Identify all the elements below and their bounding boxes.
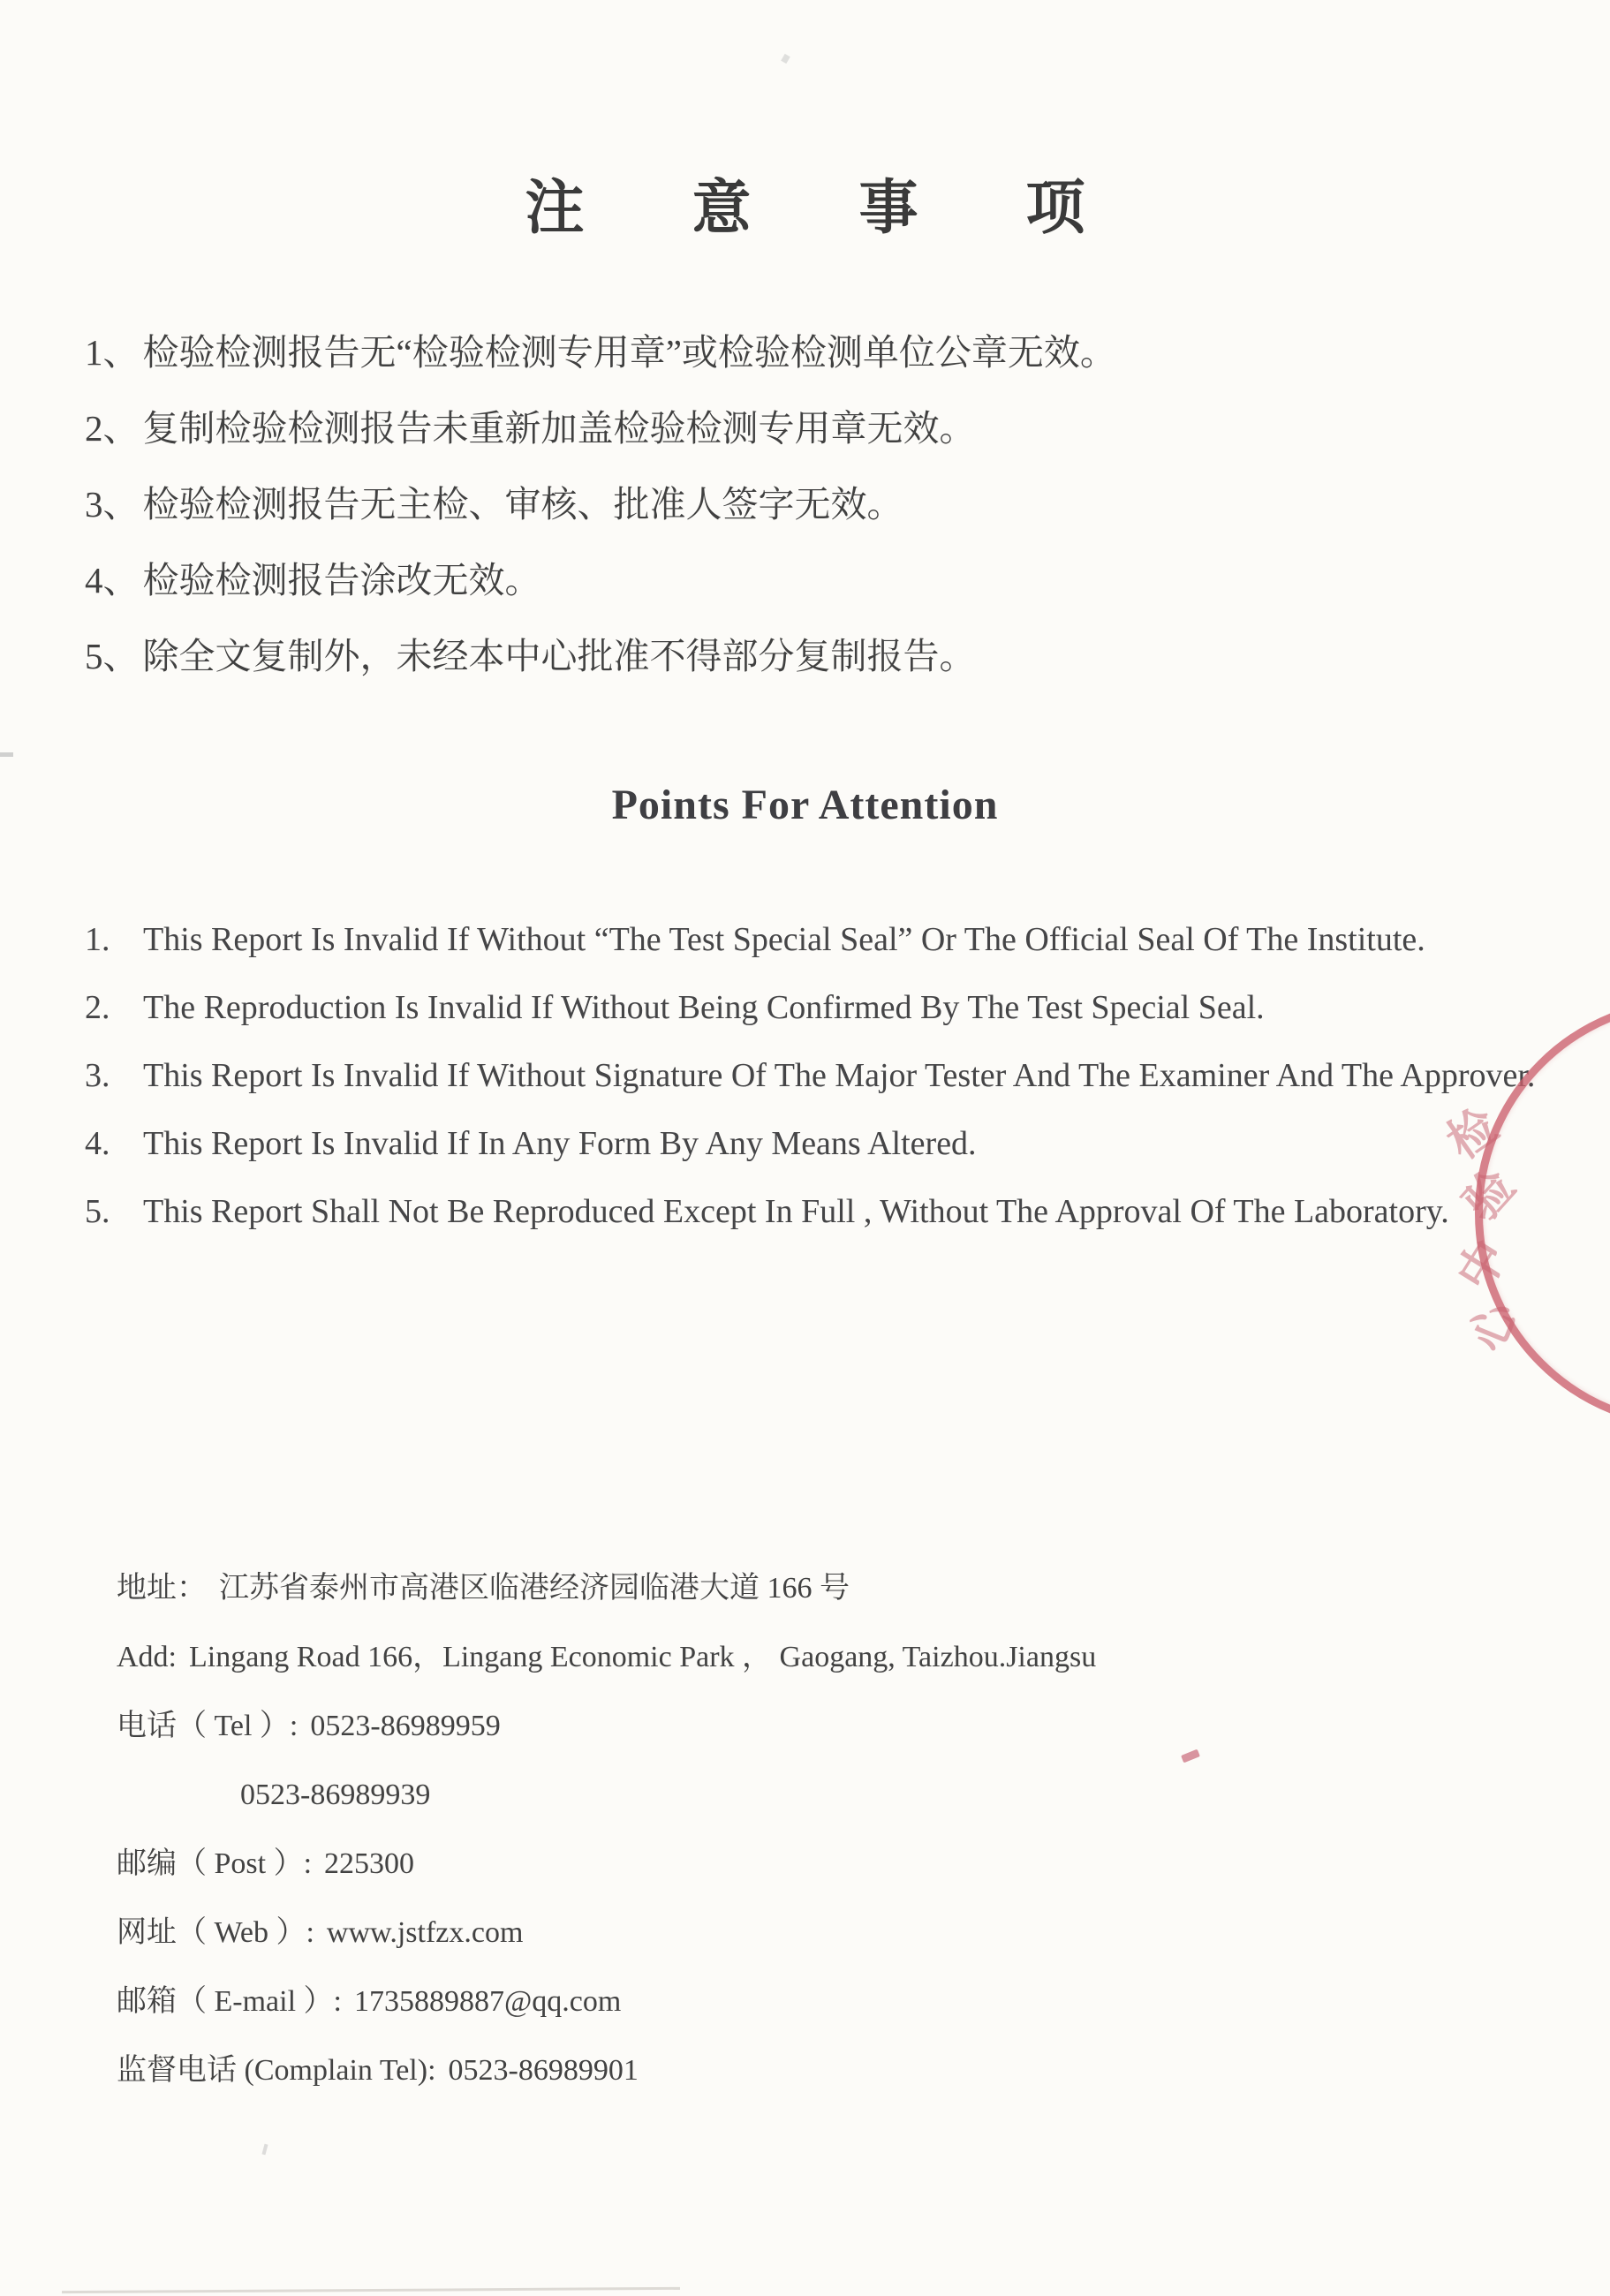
page-title-english: Points For Attention bbox=[611, 782, 999, 828]
web-row bbox=[117, 1899, 1557, 1967]
english-notes-list bbox=[85, 906, 1579, 1246]
seal-character: 心 bbox=[1458, 1294, 1529, 1359]
email-row bbox=[117, 1967, 1557, 2036]
english-note-item bbox=[85, 1110, 1579, 1178]
tel-row bbox=[117, 1692, 1557, 1761]
scan-artifact bbox=[0, 752, 13, 757]
seal-character: 验 bbox=[1452, 1159, 1526, 1232]
chinese-note-item bbox=[85, 632, 1566, 680]
item-text: This Report Shall Not Be Reproduced Except In Full , Without The Approval Of The Laboratory. bbox=[143, 1193, 1449, 1230]
item-text: This Report Is Invalid If In Any Form By Any Means Altered. bbox=[143, 1125, 977, 1162]
item-text: This Report Is Invalid If Without “The Test Special Seal” Or The Official Seal Of The Institute. bbox=[143, 921, 1425, 958]
address-cn-value: 江苏省泰州市高港区临港经济园临港大道 166 号 bbox=[219, 1572, 850, 1605]
complain-tel-label: 监督电话 (Complain Tel): bbox=[117, 2054, 436, 2087]
tel-row-2 bbox=[117, 1761, 1557, 1830]
seal-character: 检 bbox=[1437, 1097, 1508, 1171]
page-title-chinese bbox=[0, 161, 1610, 245]
tel-value-1: 0523-86989959 bbox=[310, 1710, 501, 1742]
address-en-row bbox=[117, 1623, 1557, 1692]
tel-value-2: 0523-86989939 bbox=[240, 1779, 431, 1811]
email-label: 邮箱（ E-mail ）: bbox=[117, 1985, 342, 2018]
address-cn-row bbox=[117, 1554, 1557, 1623]
scan-artifact bbox=[62, 2287, 680, 2293]
email-value: 1735889887@qq.com bbox=[353, 1985, 622, 2018]
complain-tel-row bbox=[117, 2036, 1557, 2105]
item-number: 4、 bbox=[85, 560, 140, 600]
seal-character: 中 bbox=[1446, 1230, 1519, 1301]
chinese-notes-list bbox=[85, 329, 1566, 708]
address-cn-label: 地址： bbox=[117, 1572, 207, 1605]
chinese-note-item bbox=[85, 329, 1566, 376]
item-number: 5、 bbox=[85, 636, 140, 676]
item-text: 检验检测报告无“检验检测专用章”或检验检测单位公章无效。 bbox=[142, 332, 1116, 373]
scan-artifact bbox=[262, 2144, 268, 2156]
contact-block bbox=[117, 1554, 1557, 2105]
address-en-label: Add: bbox=[117, 1641, 177, 1673]
address-en-value: Lingang Road 166，Lingang Economic Park ， Gaogang, Taizhou.Jiangsu bbox=[189, 1641, 1097, 1673]
item-text: 除全文复制外，未经本中心批准不得部分复制报告。 bbox=[142, 636, 976, 676]
english-note-item bbox=[85, 974, 1579, 1042]
item-text: This Report Is Invalid If Without Signature Of The Major Tester And The Examiner And The Approver. bbox=[143, 1057, 1536, 1094]
item-number: 2、 bbox=[85, 408, 140, 449]
tel-label: 电话（ Tel ）: bbox=[117, 1710, 299, 1742]
web-value: www.jstfzx.com bbox=[326, 1916, 524, 1949]
english-note-item bbox=[85, 906, 1579, 974]
english-note-item bbox=[85, 1042, 1579, 1110]
item-text: The Reproduction Is Invalid If Without Being Confirmed By The Test Special Seal. bbox=[143, 989, 1265, 1026]
item-number: 4. bbox=[85, 1125, 110, 1162]
item-text: 检验检测报告涂改无效。 bbox=[142, 560, 541, 600]
item-number: 2. bbox=[85, 989, 110, 1026]
page-title-chinese-text: 注意事项 bbox=[525, 176, 1193, 241]
complain-tel-value: 0523-86989901 bbox=[448, 2054, 639, 2087]
chinese-note-item bbox=[85, 480, 1566, 528]
item-number: 1. bbox=[85, 921, 110, 958]
post-label: 邮编（ Post ）: bbox=[117, 1847, 313, 1880]
post-value: 225300 bbox=[324, 1847, 415, 1880]
scan-artifact bbox=[781, 54, 790, 64]
item-text: 复制检验检测报告未重新加盖检验检测专用章无效。 bbox=[142, 408, 976, 449]
item-number: 1、 bbox=[85, 332, 140, 373]
chinese-note-item bbox=[85, 556, 1566, 604]
web-label: 网址（ Web ）: bbox=[117, 1916, 314, 1949]
english-note-item bbox=[85, 1178, 1579, 1246]
item-number: 5. bbox=[85, 1193, 110, 1230]
chinese-note-item bbox=[85, 404, 1566, 452]
item-number: 3. bbox=[85, 1057, 110, 1094]
item-text: 检验检测报告无主检、审核、批准人签字无效。 bbox=[142, 484, 903, 525]
post-row bbox=[117, 1830, 1557, 1899]
item-number: 3、 bbox=[85, 484, 140, 525]
